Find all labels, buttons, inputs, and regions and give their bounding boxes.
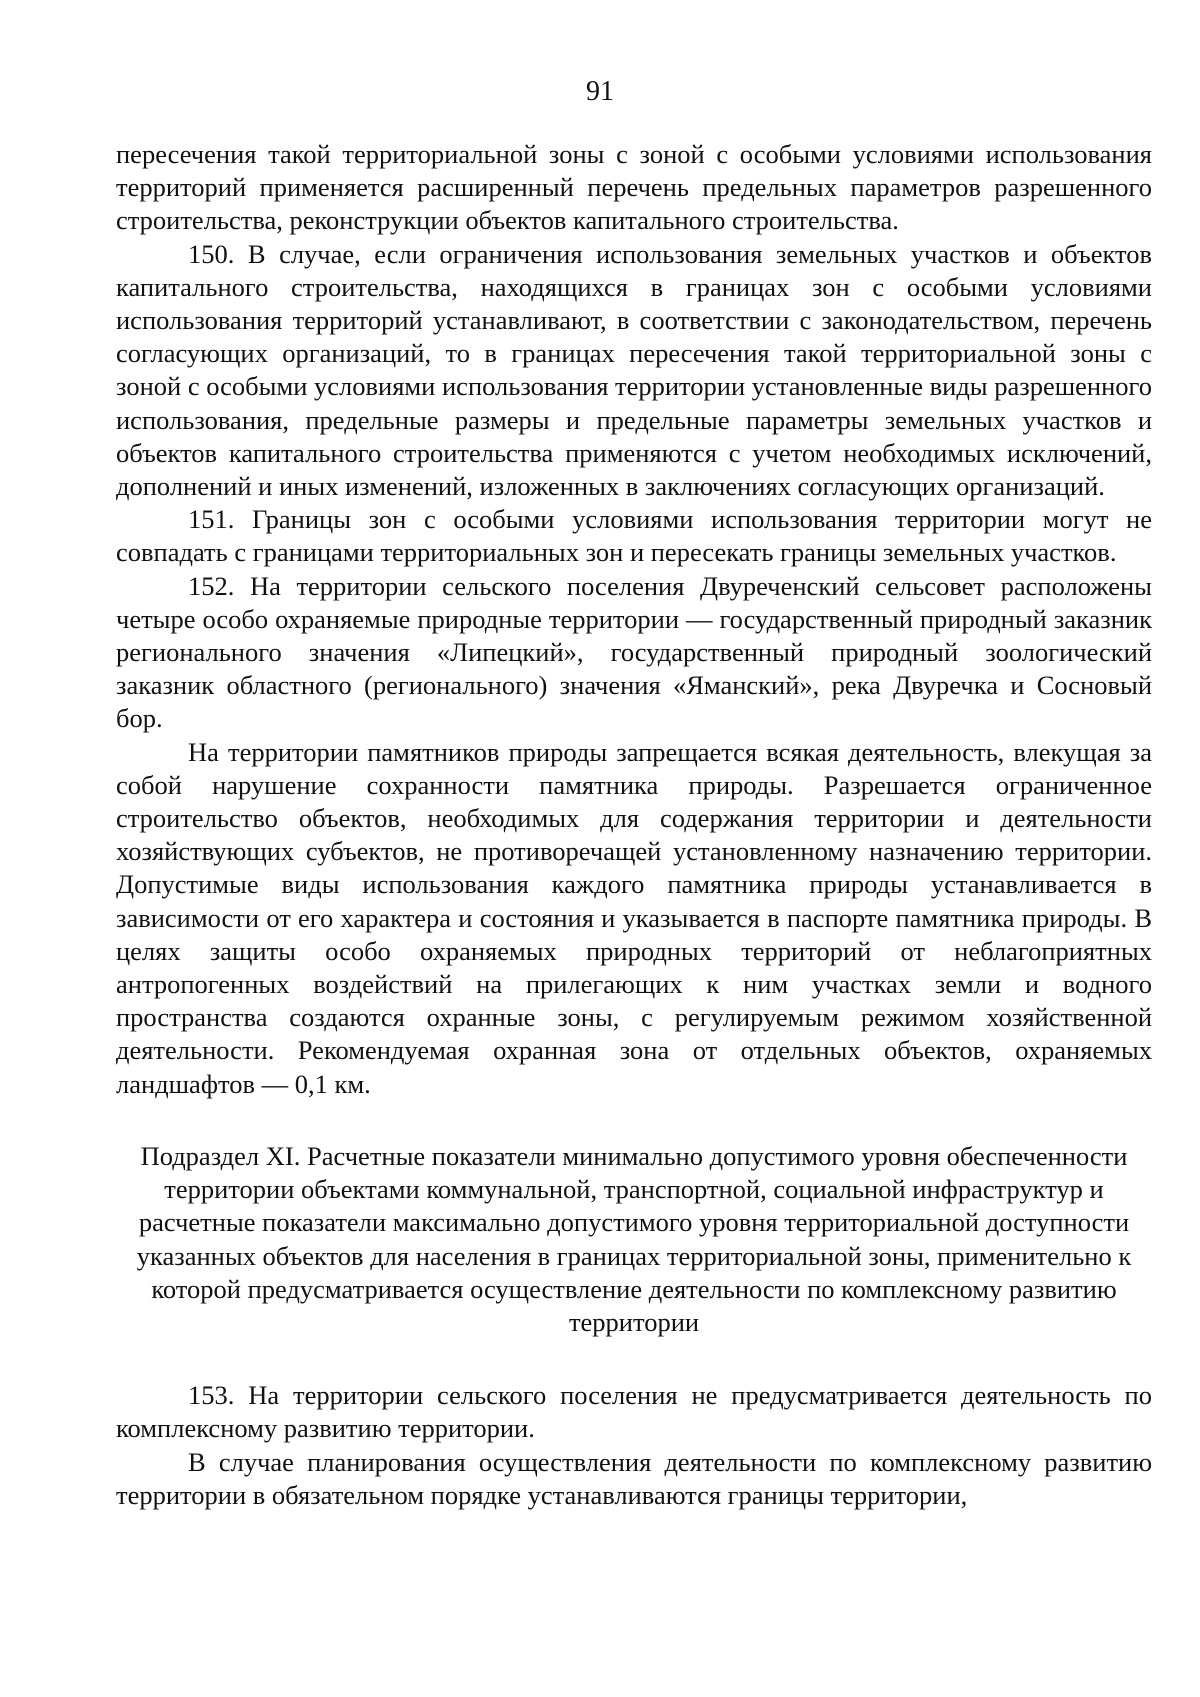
paragraph-nature-monuments: На территории памятников природы запрещается всякая деятельность, влекущая за собой нарушение сохранности памятника природы. Разрешается ограниченное строительство объектов, необходимых для содержания территории и деятельности хозяйствующих субъектов, не противоречащей установленному назначению территории. Допустимые виды использования каждого памятника природы устанавливается в зависимости от его характера и состояния и указывается в паспорте памятника природы. В целях защиты особо охраняемых природных территорий от неблагоприятных антропогенных воздействий на прилегающих к ним участках земли и водного пространства создаются охранные зоны, с регулируемым режимом хозяйственной деятельности. Рекомендуемая охранная зона от отдельных объектов, охраняемых ландшафтов — 0,1 км. [116, 736, 1152, 1099]
paragraph-150: 150. В случае, если ограничения использования земельных участков и объектов капитального строительства, находящихся в границах зон с особыми условиями использования территорий устанавливают, в соответствии с законодательством, перечень согласующих организаций, то в границах пересечения такой территориальной зоны с зоной с особыми условиями использования территории установленные виды разрешенного использования, предельные размеры и предельные параметры земельных участков и объектов капитального строительства применяются с учетом необходимых исключений, дополнений и иных изменений, изложенных в заключениях согласующих организаций. [116, 238, 1152, 502]
section-heading: Подраздел XI. Расчетные показатели минимально допустимого уровня обеспеченности территории объектами коммунальной, транспортной, социальной инфраструктур и расчетные показатели максимально допустимого уровня территориальной доступности указанных объектов для населения в границах территориальной зоны, применительно к которой предусматривается осуществление деятельности по комплексному развитию территории [136, 1140, 1132, 1337]
document-body [116, 138, 1152, 1512]
paragraph-planning-case: В случае планирования осуществления деятельности по комплексному развитию территории в обязательном порядке устанавливаются границы территории, [116, 1446, 1152, 1510]
paragraph-153: 153. На территории сельского поселения не предусматривается деятельность по комплексному развитию территории. [116, 1380, 1152, 1444]
page-number: 91 [586, 76, 614, 107]
paragraph-152: 152. На территории сельского поселения Двуреченский сельсовет расположены четыре особо охраняемые природные территории — государственный природный заказник регионального значения «Липецкий», государственный природный зоологический заказник областного (регионального) значения «Яманский», река Двуречка и Сосновый бор. [116, 570, 1152, 734]
paragraph-continuation: пересечения такой территориальной зоны с зоной с особыми условиями использования территорий применяется расширенный перечень предельных параметров разрешенного строительства, реконструкции объектов капитального строительства. [116, 139, 1152, 236]
paragraph-151: 151. Границы зон с особыми условиями использования территории могут не совпадать с границами территориальных зон и пересекать границы земельных участков. [116, 504, 1152, 568]
